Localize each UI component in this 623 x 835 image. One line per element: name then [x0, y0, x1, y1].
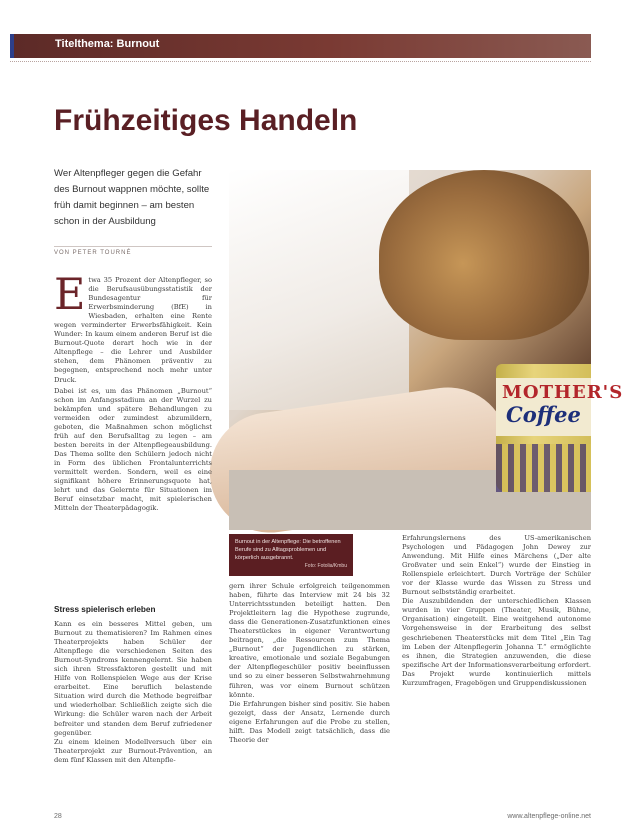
mug-text-mothers: MOTHER'S: [502, 382, 623, 403]
photo-credit: Foto: Fotolia/Kmbu: [304, 563, 347, 569]
text-column-1-continued: [54, 620, 212, 765]
mug-text-coffee: Coffee: [506, 402, 581, 427]
paragraph-stress: Kann es ein besseres Mittel geben, um Burnout zu thematisieren? Im Rahmen eines Theaterprojekts haben Schüler der Altenpflege die verschiedenen Seiten des Burnout-Syndroms kennengelernt. Sie haben sich ihren Stressfaktoren gestellt und mit Hilfe von Rollenspielen Wege aus der Krise erarbeitet. Eine beruflich belastende Situation wird durch die Methode begreifbar und wiederholbar. Schließlich zeigte sich die Wirkung: die Schüler waren nach der Arbeit befreiter und standen dem Beruf zufriedener gegenüber. Zu einem kleinen Modellversuch über ein Theaterprojekt zur Burnout-Prävention, an dem fünf Klassen mit den Altenpfle-: [54, 620, 212, 764]
article-title: Frühzeitiges Handeln: [54, 104, 358, 137]
photo-caption: [229, 534, 353, 576]
text-column-2: [229, 582, 390, 745]
text-column-3: [402, 534, 591, 688]
photo-caption-text: Burnout in der Altenpflege: Die betroffenen Berufe sind zu Alltagsproblemen und körperlich ausgebrannt.: [235, 539, 341, 561]
paragraph-second: Dabei ist es, um das Phänomen „Burnout“ schon im Anfangsstadium an der Wurzel zu bekämpfen und spätere Behandlungen zu vermeiden oder zumindest abzumildern, geboten, die Maßnahmen schon möglichst früh auf den Berufsalltag zu legen – am besten bereits in der Altenpflegeausbildung. Das Thema sollte den Schülern jedoch nicht in Form des üblichen Frontalunterrichts vermittelt werden. Sondern, weil es eine signifikant höhere Erinnerungsquote hat, lehrt und das Gelernte für Situationen im Beruf einsetzbar macht, mit spielerischen Mitteln der Theaterpädagogik.: [54, 386, 212, 513]
paragraph-column-3: Erfahrungslernens des US-amerikanischen Psychologen und Pädagogen John Dewey zur Anwendung. Mit Hilfe eines Märchens („Der alte Großvater und sein Enkel“) wurde der Einstieg in Rollenspiele erleichtert. Durch Vorträge der Schüler vor der Klasse wurde das Wissen zu Stress und Burnout selbstständig erarbeitet. Die Auszubildenden der unterschiedlichen Klassen wurden in vier Gruppen (Theater, Musik, Bühne, Organisation) eingeteilt. Eine weitgehend autonome Vorgehensweise in der Erarbeitung des selbst geschriebenen Theaterstücks mit dem Titel „Ein Tag im Leben der Altenpflegerin Johanna T.“ ermöglichte es ihnen, die Strategien anzuwenden, die diese spezifische Art der Informationsverarbeitung erfordert. Das Projekt wurde kontinuierlich mittels Kurzumfragen, Fragebögen und Gruppendiskussionen: [402, 534, 591, 687]
text-column-1: [54, 270, 212, 513]
article-author: VON PETER TOURNÉ: [54, 250, 132, 256]
section-label: Titelthema: Burnout: [55, 38, 160, 50]
paragraph-intro: twa 35 Prozent der Altenpfleger, so die Berufsausübungsstatistik der Bundesagentur für Erwerbsminderung (BfE) in Wiesbaden, erhalten eine Rente wegen verminderter Erwerbsfähigkeit. Kein Wunder: In kaum einem anderen Beruf ist die Burnout-Quote derart hoch wie in der Altenpflege – die Lehrer und Ausbilder stehen, dem Phänomen präventiv zu begegnen, entsprechend noch mehr unter Druck.: [54, 276, 212, 384]
page-number: 28: [54, 813, 62, 820]
drop-cap: E: [54, 270, 86, 320]
coffee-mug: [496, 364, 623, 492]
mug-pattern: [496, 444, 591, 492]
subheading: Stress spielerisch erleben: [54, 605, 156, 614]
photo-head: [379, 170, 589, 340]
footer-url[interactable]: www.altenpflege-online.net: [507, 813, 591, 820]
section-header-accent: [10, 34, 14, 58]
paragraph-column-2: gern ihrer Schule erfolgreich teilgenommen haben, führte das Interview mit 24 bis 32 Unterrichtsstunden beteiligt hatten. Den Projektleitern lag die Hypothese zugrunde, dass die Generationen-Zusatzfunktionen eines Theaterstückes in eigener Verantwortung beitragen, „die Ressourcen zum Thema „Burnout“ der Jugendlichen zu stärken, kreative, emotionale und soziale Begabungen der Altenpflegeschüler positiv beeinflussen und so zu einer besseren Selbstwahrnehmung führen, was vor einem Burnout schützen könnte. Die Erfahrungen bisher sind positiv. Sie haben gezeigt, dass der Ansatz, Lernende durch eigene Erfahrungen auf die Probe zu stellen, hilft. Das Modell zeigt tatsächlich, dass die Theorie der: [229, 582, 390, 744]
header-divider: [10, 61, 591, 62]
author-divider: [54, 246, 212, 247]
article-lead: Wer Altenpfleger gegen die Gefahr des Burnout wappnen möchte, sollte früh damit beginnen – am besten schon in der Ausbildung: [54, 168, 210, 227]
